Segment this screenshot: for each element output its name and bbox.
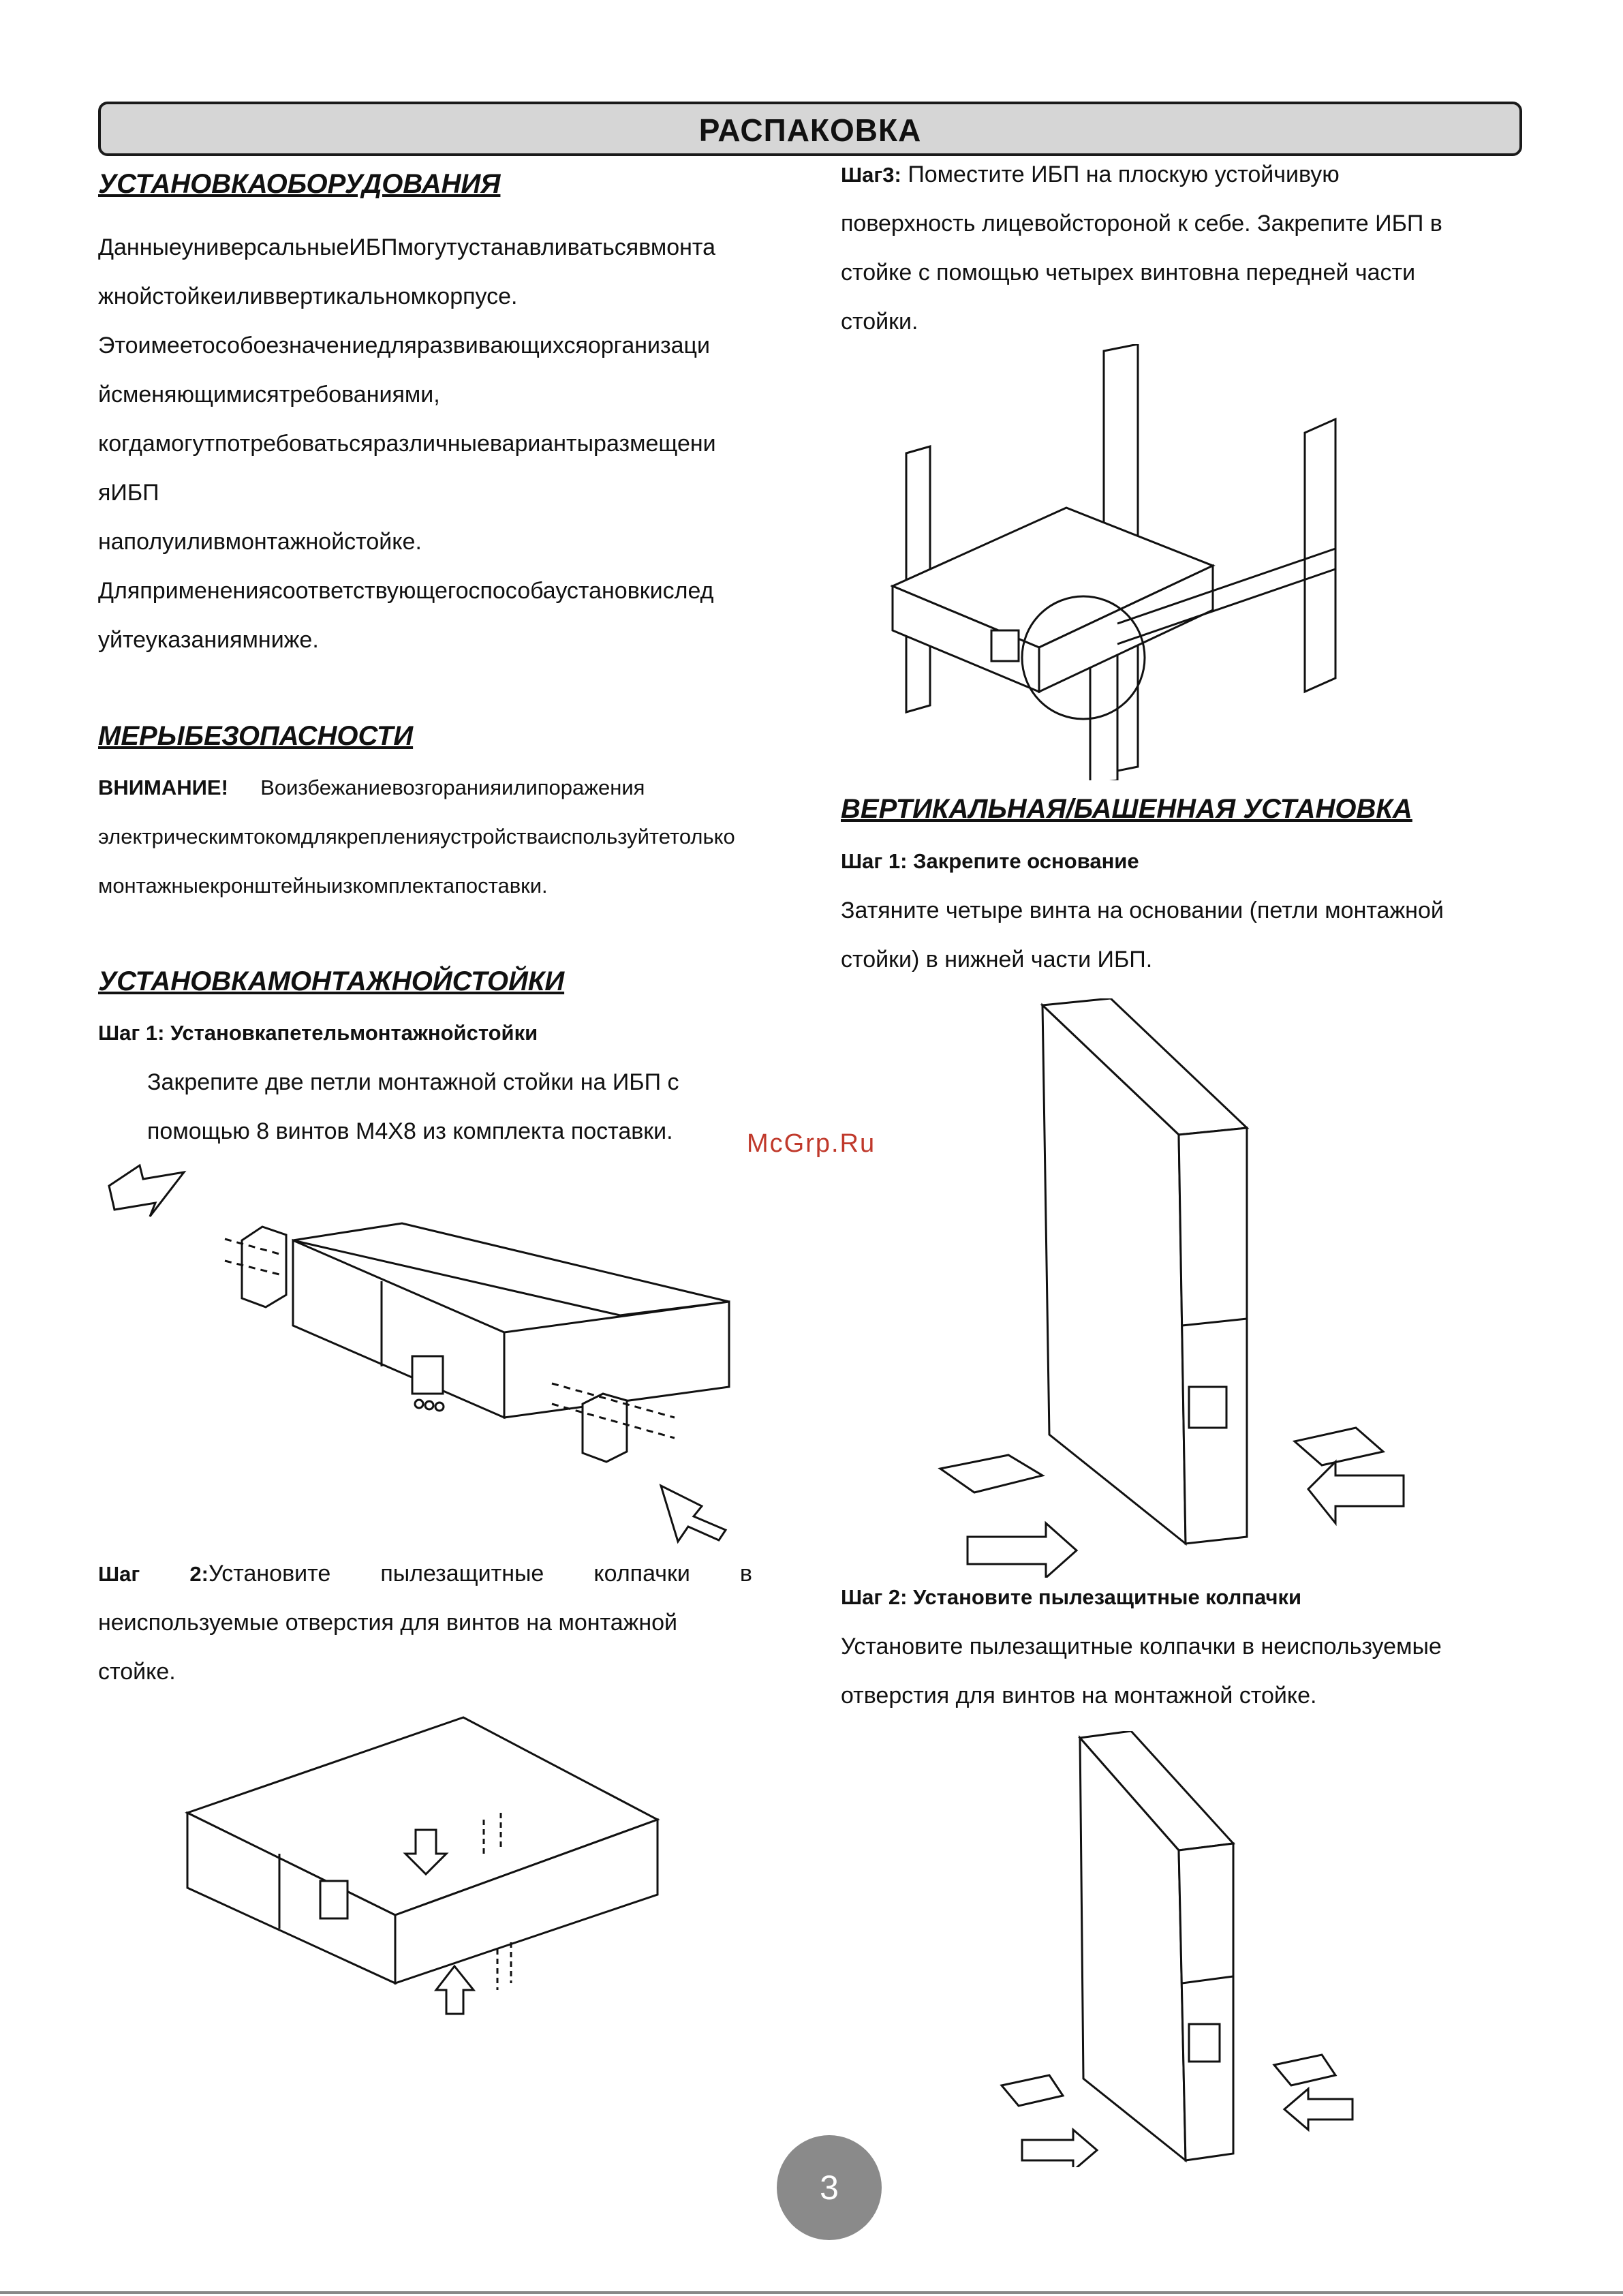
warning-text-3: монтажныекронштейныизкомплектапоставки.: [98, 874, 548, 898]
text-line: наполуиливмонтажнойстойке.: [98, 529, 422, 555]
rack-step1-title: Шаг 1: Установкапетельмонтажнойстойки: [98, 1021, 538, 1045]
text-line: жнойстойкеиливвертикальномкорпусе.: [98, 284, 518, 309]
bottom-rule: [0, 2291, 1623, 2294]
heading-equipment: УСТАНОВКАОБОРУДОВАНИЯ: [98, 169, 501, 199]
arrow-icon: [109, 1165, 184, 1216]
figure-rack-installation: [859, 344, 1376, 780]
text-line: Этоимеетособоезначениедляразвивающихсяорганизаци: [98, 333, 710, 358]
rack-step1-paragraph: [147, 1058, 752, 1156]
tower-step1-title: Шаг 1: Закрепите основание: [841, 849, 1139, 873]
figure-tower-base: [906, 998, 1410, 1578]
rack-step3-paragraph: Шаг3: Поместите ИБП на плоскую устойчивую поверхность лицевойстороной к себе. Закрепите ИБП в стойке с помощью четырех винтовна передней части стойки.: [841, 150, 1522, 346]
warning-text-2: электрическимтокомдлякрепленияустройстваиспользуйтетолько: [98, 825, 735, 848]
safety-warning: [98, 763, 752, 910]
watermark: McGrp.Ru: [747, 1129, 876, 1158]
arrow-right-icon: [968, 1523, 1077, 1578]
text-line: Установите пылезащитные колпачки в неиспользуемые: [841, 1634, 1442, 1659]
text-line: стойке с помощью четырех винтовна передней части: [841, 260, 1416, 286]
text-line: стойки.: [841, 309, 918, 335]
text-line: стойки) в нижней части ИБП.: [841, 947, 1153, 973]
rack-step2-paragraph: Шаг 2:Установите пылезащитные колпачки в неиспользуемые отверстия для винтов на монтажной стойке.: [98, 1549, 752, 1696]
text-line: ДанныеуниверсальныеИБПмогутустанавливатьсявмонта: [98, 234, 716, 260]
text-line: когдамогутпотребоватьсяразличныевариантыразмещени: [98, 431, 716, 457]
heading-safety: МЕРЫБЕЗОПАСНОСТИ: [98, 721, 414, 751]
text-line: йсменяющимисятребованиями,: [98, 382, 440, 408]
warning-text-1: Воизбежаниевозгоранияилипоражения: [260, 776, 645, 799]
tower-step2-paragraph: [841, 1622, 1522, 1720]
section-header-bar: [98, 102, 1522, 156]
tower-step1-paragraph: [841, 886, 1522, 984]
figure-tower-dust-caps: [981, 1731, 1363, 2167]
arrow-left-icon: [1284, 2089, 1352, 2130]
arrow-right-icon: [1022, 2130, 1097, 2167]
text-line: стойке.: [98, 1659, 176, 1685]
figure-rack-ears: [102, 1159, 756, 1554]
text-line: Затяните четыре винта на основании (петли монтажной: [841, 898, 1444, 923]
text-line: уйтеуказаниямниже.: [98, 627, 319, 653]
text-line: яИБП: [98, 480, 159, 506]
equipment-paragraph: [98, 223, 752, 664]
arrow-left-icon: [1308, 1462, 1404, 1523]
text-line: помощью 8 винтов М4Х8 из комплекта поставки.: [147, 1118, 673, 1144]
text-line: поверхность лицевойстороной к себе. Закрепите ИБП в: [841, 211, 1442, 236]
section-title: РАСПАКОВКА: [698, 112, 922, 148]
page-number: 3: [777, 2135, 882, 2240]
tower-step2-title: Шаг 2: Установите пылезащитные колпачки: [841, 1585, 1302, 1609]
arrow-up-icon: [436, 1966, 474, 2014]
warning-label: ВНИМАНИЕ!: [98, 776, 228, 799]
arrow-icon: [661, 1486, 726, 1542]
text-line: Закрепите две петли монтажной стойки на ИБП с: [147, 1069, 679, 1095]
heading-rack-install: УСТАНОВКАМОНТАЖНОЙСТОЙКИ: [98, 966, 565, 996]
text-line: неиспользуемые отверстия для винтов на монтажной: [98, 1610, 678, 1636]
text-line: отверстия для винтов на монтажной стойке.: [841, 1683, 1317, 1709]
figure-dust-caps: [177, 1704, 681, 2045]
step3-label: Шаг3:: [841, 163, 901, 187]
text-line: Дляпримененияcоответствующегоспособаустановкислед: [98, 578, 714, 604]
heading-tower-install: ВЕРТИКАЛЬНАЯ/БАШЕННАЯ УСТАНОВКА: [841, 794, 1412, 824]
